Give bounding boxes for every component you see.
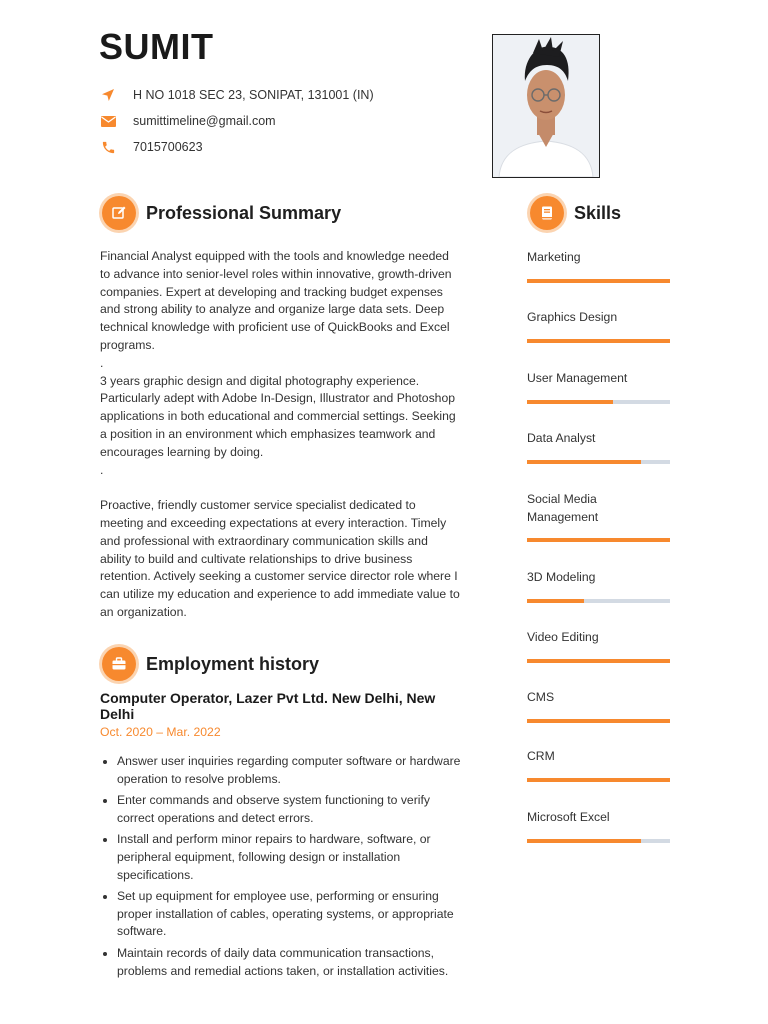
skill-name: Graphics Design — [527, 310, 618, 324]
employment-title: Employment history — [146, 653, 320, 674]
email-link[interactable]: sumittimeline@gmail.com — [133, 114, 276, 128]
skill-item — [527, 429, 595, 447]
professional-summary — [100, 248, 460, 622]
job-entry — [100, 690, 470, 984]
skill-bar — [527, 279, 670, 283]
skill-item — [527, 808, 610, 826]
list-item: • Set up equipment for employee use, performing or ensuring proper installation of cables, operating systems, or appropriate software. — [117, 888, 470, 941]
edit-icon — [102, 196, 136, 230]
phone-icon — [101, 140, 133, 155]
skill-name: Data Analyst — [527, 431, 596, 445]
skill-name: Marketing — [527, 250, 581, 264]
book-icon — [530, 196, 564, 230]
summary-paragraph: Proactive, friendly customer service specialist dedicated to meeting and exceeding expectations at every interaction. Timely and professional with extraordinary communication skills and ability to build and cultivate relationships to drive business retention. Actively seeking a customer service director role where I can utilize my education and experience to add immediate value to an organization. — [100, 498, 460, 619]
skill-bar — [527, 460, 670, 464]
skill-bar — [527, 538, 670, 542]
skill-bar — [527, 839, 670, 843]
skill-bar-fill — [527, 460, 641, 464]
skill-item — [527, 308, 617, 326]
skill-item — [527, 248, 581, 266]
skill-bar-fill — [527, 719, 670, 723]
skill-name: Video Editing — [527, 630, 599, 644]
skill-bar-fill — [527, 339, 670, 343]
contact-email — [101, 108, 374, 134]
skill-item — [527, 688, 554, 706]
skill-item — [527, 747, 555, 765]
skill-bar — [527, 719, 670, 723]
summary-paragraph: Financial Analyst equipped with the tools and knowledge needed to advance into senior-level roles within innovative, growth-driven companies. Expert at developing and tracking budget expenses and strong ability to analyze and organize large data sets. Deep technical knowledge with proficient use of QuickBooks and Excel programs. . — [100, 249, 452, 370]
briefcase-icon — [102, 647, 136, 681]
employment-heading — [102, 647, 319, 681]
skill-bar — [527, 599, 670, 603]
list-item: • Answer user inquiries regarding computer software or hardware operation to resolve problems. — [117, 753, 470, 788]
skill-name: CMS — [527, 690, 555, 704]
contact-phone — [101, 134, 374, 160]
skill-item — [527, 369, 627, 387]
location-arrow-icon — [101, 88, 133, 102]
envelope-icon — [101, 116, 133, 127]
skill-bar-fill — [527, 538, 670, 542]
duties-list — [100, 753, 470, 980]
phone-text: 7015700623 — [133, 140, 203, 154]
contact-address — [101, 82, 374, 108]
skill-name: CRM — [527, 749, 555, 763]
contact-info — [101, 82, 374, 160]
skills-heading — [530, 196, 621, 230]
list-item: • Maintain records of daily data communication transactions, problems and remedial actions taken, or installation activities. — [117, 945, 470, 980]
job-title: Computer Operator, Lazer Pvt Ltd. New Delhi, New Delhi — [100, 690, 436, 722]
skill-bar-fill — [527, 599, 584, 603]
profile-photo — [492, 34, 600, 178]
candidate-name: SUMIT — [99, 26, 214, 67]
list-item: • Enter commands and observe system functioning to verify correct operations and detect errors. — [117, 792, 470, 827]
skill-name: Microsoft Excel — [527, 810, 610, 824]
skill-bar-fill — [527, 778, 670, 782]
summary-title: Professional Summary — [146, 202, 342, 223]
skills-title: Skills — [574, 202, 622, 223]
skill-item — [527, 490, 647, 526]
skill-bar — [527, 339, 670, 343]
skill-bar-fill — [527, 400, 613, 404]
skill-bar — [527, 778, 670, 782]
skill-bar — [527, 400, 670, 404]
skill-bar — [527, 659, 670, 663]
list-item: • Install and perform minor repairs to hardware, software, or peripheral equipment, following design or installation specifications. — [117, 831, 470, 884]
skill-item — [527, 628, 599, 646]
skill-name: 3D Modeling — [527, 570, 596, 584]
skill-item — [527, 568, 595, 586]
address-text: H NO 1018 SEC 23, SONIPAT, 131001 (IN) — [133, 88, 374, 102]
skill-bar-fill — [527, 839, 641, 843]
skill-name: Social Media Management — [527, 492, 599, 524]
skill-name: User Management — [527, 371, 628, 385]
job-dates: Oct. 2020 – Mar. 2022 — [100, 725, 221, 739]
skill-bar-fill — [527, 279, 670, 283]
summary-heading — [102, 196, 341, 230]
skill-bar-fill — [527, 659, 670, 663]
summary-paragraph: 3 years graphic design and digital photography experience. Particularly adept with Adobe In-Design, Illustrator and Photoshop applications in both educational and commercial settings. Seeking a position in an environment which emphasizes teamwork and encourages learning by doing. . — [100, 373, 456, 477]
